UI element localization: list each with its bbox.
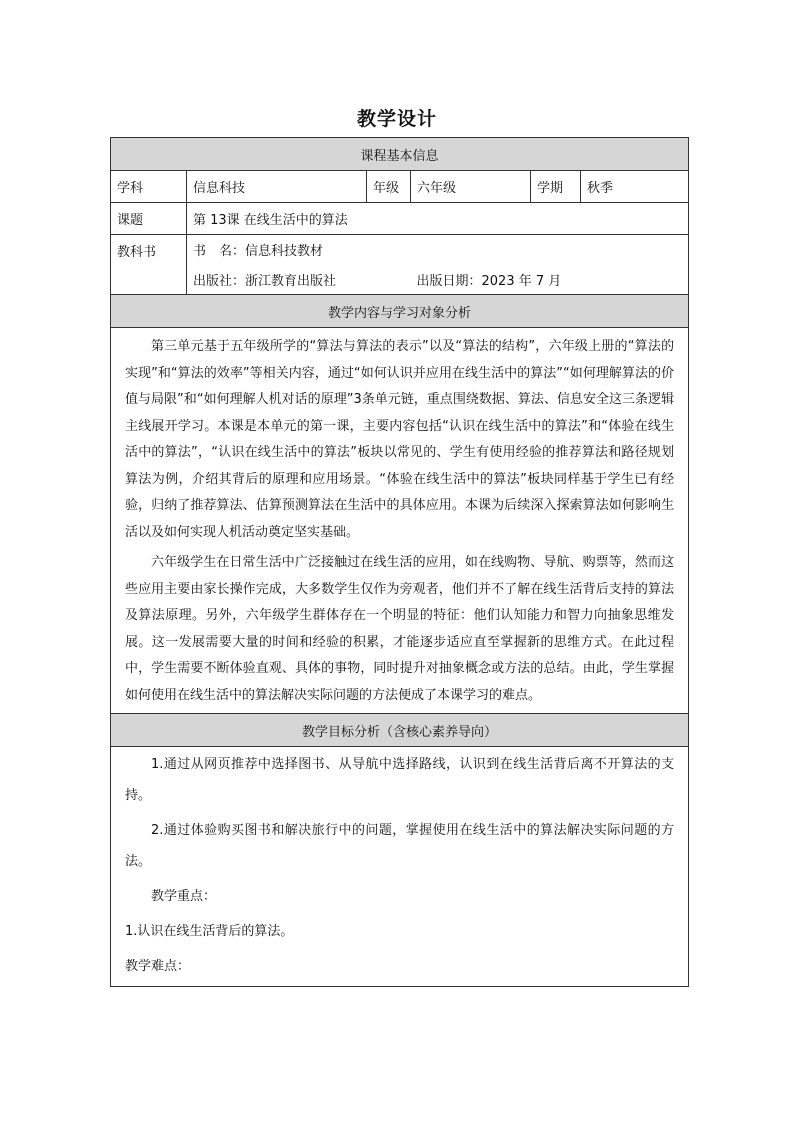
textbook-label: 教科书 — [111, 235, 187, 295]
lesson-value: 第 13课 在线生活中的算法 — [187, 203, 689, 235]
term-label: 学期 — [531, 171, 581, 203]
lesson-label: 课题 — [111, 203, 187, 235]
difficulty-label: 教学难点： — [125, 959, 191, 974]
subject-label: 学科 — [111, 171, 187, 203]
term-value: 秋季 — [581, 171, 689, 203]
analysis-paragraph: 第三单元基于五年级所学的“算法与算法的表示”以及“算法的结构”，六年级上册的“算法的实现”和“算法的效率”等相关内容，通过“如何认识并应用在线生活中的算法”“如何理解算法的价值与局限”和“如何理解人机对话的原理”3条单元链，重点围绕数据、算法、信息安全这三条逻辑主线展开学习。本课是本单元的第一课，主要内容包括“认识在线生活中的算法”和“体验在线生活中的算法”，“认识在线生活中的算法”板块以常见的、学生有使用经验的推荐算法和路径规划算法为例，介绍其背后的原理和应用场景。“体验在线生活中的算法”板块同样基于学生已有经验，归纳了推荐算法、估算预测算法在生活中的具体应用。本课为后续深入探索算法如何影响生活以及如何实现人机活动奠定坚实基础。 — [125, 339, 675, 540]
grade-value: 六年级 — [411, 171, 531, 203]
book-name: 书 名：信息科技教材 — [187, 235, 689, 265]
analysis-content — [111, 328, 689, 714]
goal-item: 1.通过从网页推荐中选择图书、从导航中选择路线，认识到在线生活背后离不开算法的支持。 — [125, 757, 675, 803]
publisher: 出版社：浙江教育出版社 — [187, 265, 411, 295]
grade-label: 年级 — [367, 171, 411, 203]
analysis-paragraph: 六年级学生在日常生活中广泛接触过在线生活的应用，如在线购物、导航、购票等，然而这些应用主要由家长操作完成，大多数学生仅作为旁观者，他们并不了解在线生活背后支持的算法及算法原理。另外，六年级学生群体存在一个明显的特征：他们认知能力和智力向抽象思维发展。这一发展需要大量的时间和经验的积累，才能逐步适应直至掌握新的思维方式。在此过程中，学生需要不断体验直观、具体的事物，同时提升对抽象概念或方法的总结。由此，学生掌握如何使用在线生活中的算法解决实际问题的方法便成了本课学习的难点。 — [125, 555, 675, 703]
key-point-item: 1.认识在线生活背后的算法。 — [125, 924, 294, 939]
publish-date: 出版日期：2023 年 7 月 — [411, 265, 689, 295]
section-header-basic-info: 课程基本信息 — [111, 138, 689, 171]
document-title: 教学设计 — [356, 108, 437, 130]
goals-content — [111, 747, 689, 987]
key-points-label: 教学重点： — [151, 889, 217, 904]
lesson-plan-table — [110, 137, 689, 987]
subject-value: 信息科技 — [187, 171, 367, 203]
goal-item: 2.通过体验购买图书和解决旅行中的问题，掌握使用在线生活中的算法解决实际问题的方法。 — [125, 823, 675, 869]
section-header-analysis: 教学内容与学习对象分析 — [111, 295, 689, 328]
section-header-goals: 教学目标分析（含核心素养导向） — [111, 714, 689, 747]
